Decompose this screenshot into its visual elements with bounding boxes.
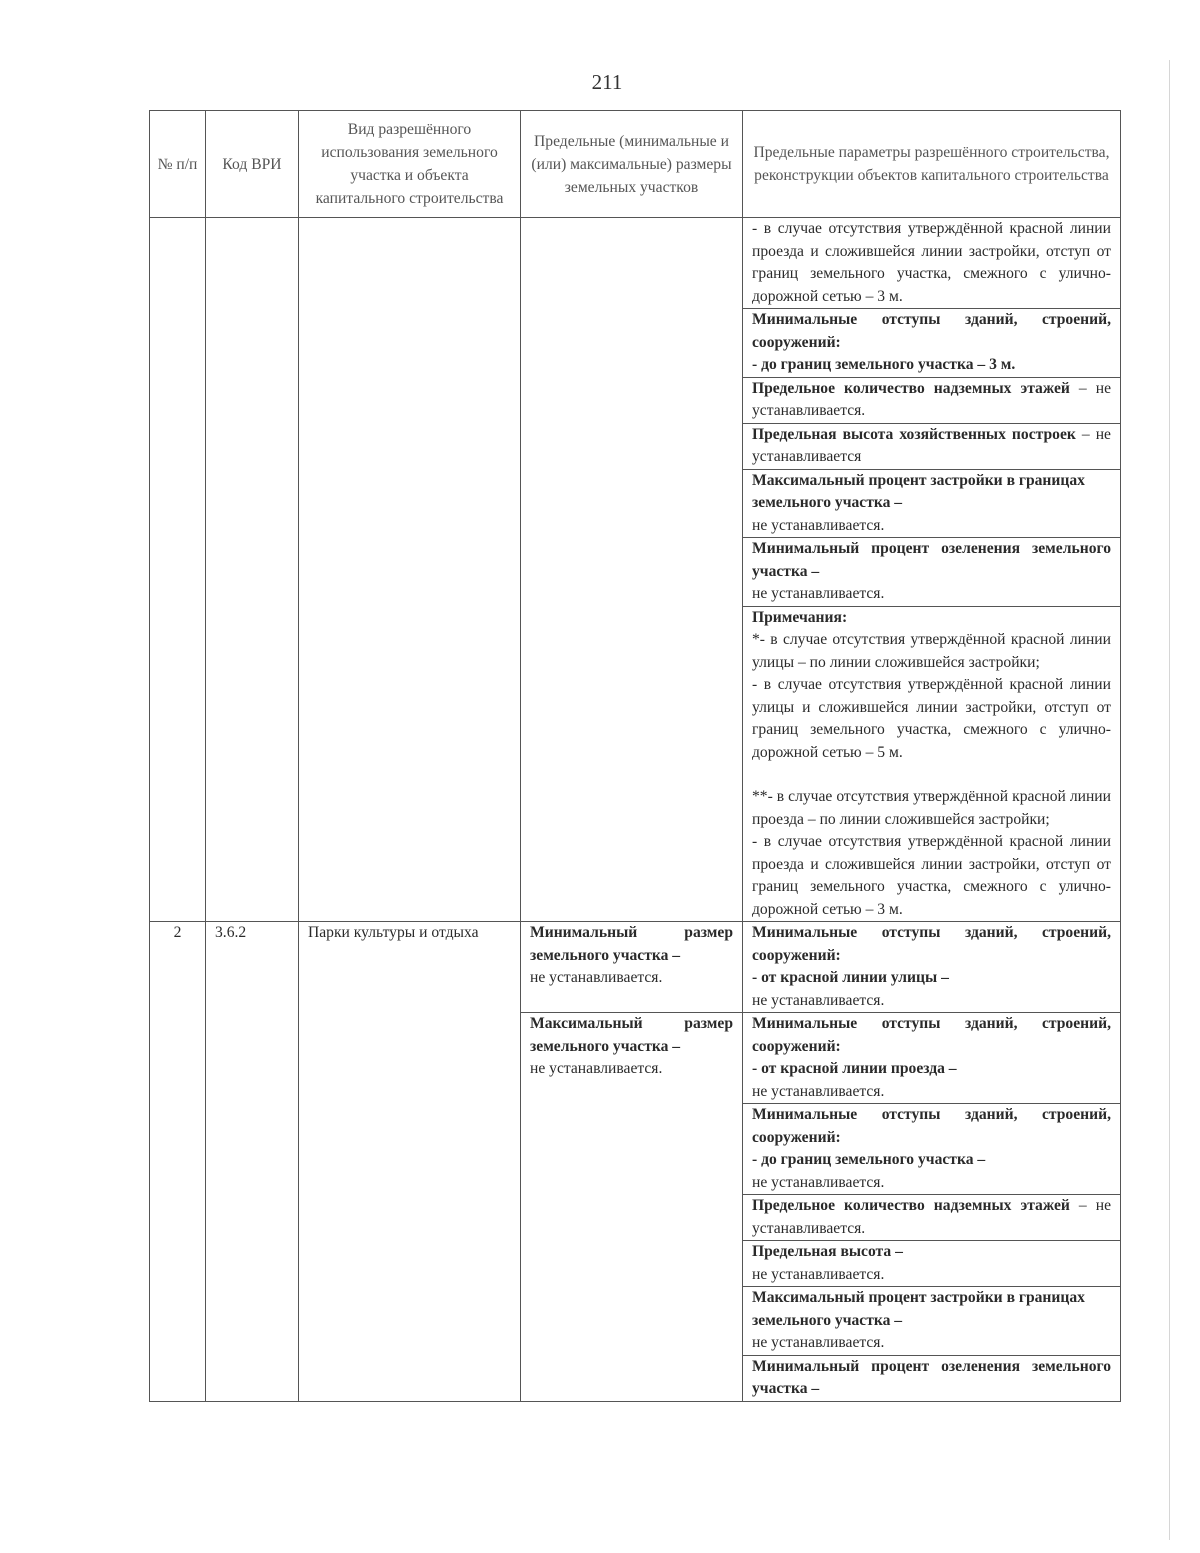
- param-value: не устанавливается.: [752, 1082, 885, 1100]
- size-value: не устанавливается.: [530, 969, 663, 986]
- cell-type-empty: [299, 218, 521, 922]
- param-value: – не устанавливается.: [752, 1197, 1111, 1237]
- notes-title: Примечания:: [752, 608, 848, 626]
- param-title: Минимальный процент озеленения земельного участка –: [752, 540, 1111, 580]
- param-cell: [743, 1241, 1121, 1287]
- param-subtitle: - до границ земельного участка –: [752, 1151, 986, 1168]
- note-paragraph: - в случае отсутствия утверждённой красной линии проезда и сложившейся линии застройки, отступ от границ земельного участка, смежного с улично-дорожной сетью – 3 м.: [752, 833, 1111, 918]
- param-value: не устанавливается.: [752, 991, 885, 1009]
- param-value: не устанавливается.: [752, 516, 885, 534]
- param-title: Предельная высота –: [752, 1243, 903, 1260]
- param-cell: [743, 1104, 1121, 1195]
- param-title: Минимальный процент озеленения земельного участка –: [752, 1357, 1111, 1397]
- param-subtitle: - от красной линии проезда –: [752, 1060, 957, 1077]
- param-title: Предельное количество надземных этажей: [752, 1197, 1070, 1214]
- table-row: [150, 922, 1121, 1013]
- param-value: не устанавливается.: [752, 1334, 885, 1351]
- param-cell: [743, 1195, 1121, 1241]
- header-use-type: Вид разрешённого использования земельного участка и объекта капитального строительства: [299, 111, 521, 218]
- param-value: – 3 м.: [973, 356, 1016, 373]
- param-cell: [743, 469, 1121, 538]
- param-subtitle: - от красной линии улицы –: [752, 969, 949, 986]
- param-cell: [743, 423, 1121, 469]
- param-title: Минимальные отступы зданий, строений, сооружений:: [752, 311, 1111, 351]
- param-title: Минимальные отступы зданий, строений, сооружений:: [752, 1106, 1111, 1146]
- note-paragraph: *- в случае отсутствия утверждённой красной линии улицы – по линии сложившейся застройки;: [752, 631, 1111, 671]
- header-row: [150, 111, 1121, 218]
- param-title: Предельная высота хозяйственных построек: [752, 425, 1076, 443]
- size-cell: [521, 922, 743, 1013]
- cell-sizes-empty: [521, 218, 743, 922]
- scan-edge-line: [1169, 60, 1170, 1540]
- param-cell: [743, 218, 1121, 309]
- param-cell: [743, 1355, 1121, 1401]
- note-paragraph: - в случае отсутствия утверждённой красной линии улицы и сложившейся линии застройки, отступ от границ земельного участка, смежного с улично-дорожной сетью – 5 м.: [752, 676, 1111, 761]
- param-cell: [743, 309, 1121, 378]
- param-value: не устанавливается.: [752, 1265, 885, 1283]
- note-gap: [752, 764, 1111, 786]
- header-num: № п/п: [150, 111, 206, 218]
- param-cell: [743, 1287, 1121, 1356]
- param-text: - в случае отсутствия утверждённой красной линии проезда и сложившейся линии застройки, отступ от границ земельного участка, смежного с улично-дорожной сетью – 3 м.: [752, 220, 1111, 305]
- cell-use-type: Парки культуры и отдыха: [299, 922, 521, 1402]
- notes-cell: [743, 606, 1121, 922]
- param-title: Минимальные отступы зданий, строений, сооружений:: [752, 1015, 1111, 1055]
- cell-num: 2: [150, 922, 206, 1402]
- page-number: 211: [591, 70, 623, 94]
- regulations-table: [149, 110, 1121, 1402]
- size-title: Минимальный размер земельного участка –: [530, 924, 733, 964]
- param-title: Минимальные отступы зданий, строений, сооружений:: [752, 924, 1111, 964]
- size-cell: [521, 1013, 743, 1402]
- param-title: Предельное количество надземных этажей: [752, 379, 1070, 397]
- param-value: не устанавливается.: [752, 1173, 885, 1191]
- param-title: Максимальный процент застройки в границах земельного участка –: [752, 471, 1085, 511]
- param-value: не устанавливается.: [752, 585, 885, 602]
- param-value: – не устанавливается: [752, 425, 1111, 465]
- header-build-params: Предельные параметры разрешённого строительства, реконструкции объектов капитального строительства: [743, 111, 1121, 218]
- size-value: не устанавливается.: [530, 1060, 663, 1077]
- cell-num-empty: [150, 218, 206, 922]
- size-title: Максимальный размер земельного участка –: [530, 1015, 733, 1055]
- header-plot-sizes: Предельные (минимальные и (или) максимальные) размеры земельных участков: [521, 111, 743, 218]
- table-row-continued: [150, 218, 1121, 309]
- param-cell: [743, 922, 1121, 1013]
- cell-code: 3.6.2: [206, 922, 299, 1402]
- param-cell: [743, 377, 1121, 423]
- header-code: Код ВРИ: [206, 111, 299, 218]
- param-subtitle: - до границ земельного участка: [752, 356, 974, 373]
- param-title: Максимальный процент застройки в границах земельного участка –: [752, 1289, 1085, 1329]
- param-value: – не устанавливается.: [752, 379, 1111, 419]
- param-cell: [743, 538, 1121, 607]
- note-paragraph: **- в случае отсутствия утверждённой красной линии проезда – по линии сложившейся застройки;: [752, 788, 1111, 828]
- param-cell: [743, 1013, 1121, 1104]
- cell-code-empty: [206, 218, 299, 922]
